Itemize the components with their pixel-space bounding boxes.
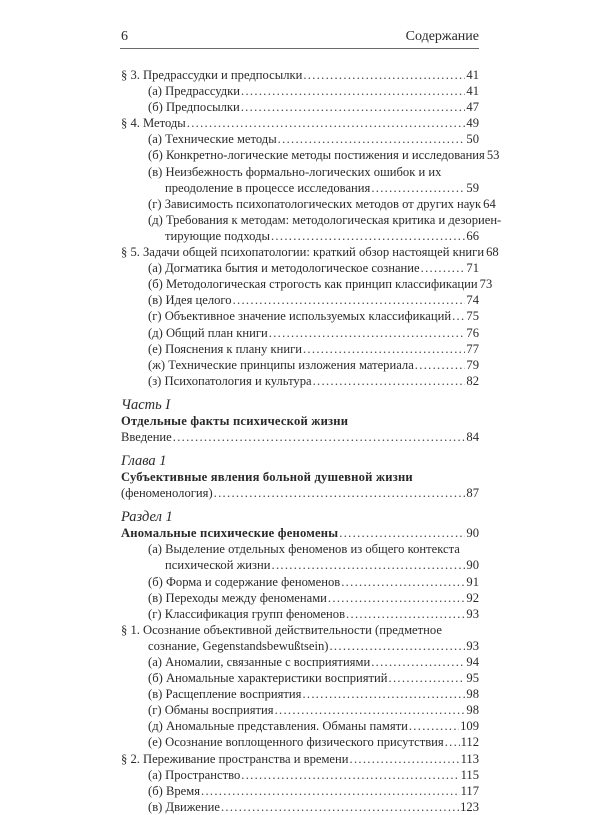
- entry-label: Отдельные факты психической жизни: [121, 413, 349, 428]
- leader-dots: [221, 799, 459, 815]
- toc-entry-paragraph-1-line2[interactable]: [120, 638, 479, 654]
- section-mark: § 5.: [121, 245, 140, 260]
- toc-entry-5d[interactable]: [120, 325, 479, 341]
- leader-dots: [389, 670, 466, 686]
- leader-dots: [350, 751, 460, 767]
- leader-dots: [233, 292, 466, 308]
- section-mark: § 1.: [121, 622, 140, 637]
- entry-page: 75: [466, 309, 479, 324]
- toc-entry-p1e[interactable]: [120, 734, 479, 750]
- entry-page: 50: [466, 132, 479, 147]
- toc-entry-p2v[interactable]: [120, 799, 479, 815]
- entry-page: 73: [479, 277, 493, 292]
- entry-page: 76: [466, 325, 479, 340]
- entry-label: преодоление в процессе исследования: [165, 180, 371, 195]
- section-mark: § 4.: [121, 116, 140, 131]
- entry-label: (а) Пространство: [148, 767, 241, 782]
- entry-label: Методы: [143, 116, 186, 131]
- spacer: [120, 501, 479, 509]
- entry-page: 90: [466, 526, 479, 541]
- entry-label: (б) Конкретно-логические методы постижения и исследования: [148, 148, 485, 163]
- toc-entry-section-5[interactable]: [120, 244, 499, 260]
- entry-page: 53: [486, 148, 500, 163]
- entry-label: (в) Движение: [148, 799, 220, 814]
- entry-label: Осознание объективной действительности (предметное: [143, 622, 442, 637]
- toc-entry-1g[interactable]: [120, 606, 479, 622]
- entry-label: (г) Зависимость психопатологических методов от других наук: [148, 196, 482, 211]
- entry-page: 77: [466, 341, 479, 356]
- leader-dots: [272, 557, 466, 573]
- entry-label: (б) Аномальные характеристики восприятий: [148, 671, 388, 686]
- leader-dots: [241, 83, 465, 99]
- entry-page: 71: [466, 261, 479, 276]
- entry-label: Переживание пространства и времени: [143, 751, 349, 766]
- leader-dots: [445, 734, 460, 750]
- section-label: Раздел 1: [121, 509, 173, 526]
- entry-label: Предрассудки и предпосылки: [143, 68, 303, 82]
- toc-entry-phenomenology[interactable]: [120, 485, 479, 501]
- entry-label: (б) Форма и содержание феноменов: [148, 574, 341, 589]
- toc-entry-p2b[interactable]: [120, 783, 479, 799]
- chapter-label: Глава 1: [121, 453, 167, 470]
- entry-page: 113: [460, 751, 479, 766]
- leader-dots: [214, 485, 466, 501]
- toc-entry-introduction[interactable]: [120, 429, 479, 445]
- leader-dots: [341, 574, 465, 590]
- leader-dots: [415, 357, 466, 373]
- entry-page: 82: [466, 373, 479, 388]
- toc-entry-5e[interactable]: [120, 341, 479, 357]
- leader-dots: [371, 180, 465, 196]
- toc-entry-4g[interactable]: [120, 196, 496, 212]
- running-header: [120, 28, 479, 46]
- spacer: [120, 445, 479, 453]
- toc-entry-p1b[interactable]: [120, 670, 479, 686]
- spacer: [120, 389, 479, 397]
- leader-dots: [339, 525, 465, 541]
- leader-dots: [278, 131, 466, 147]
- leader-dots: [303, 341, 465, 357]
- toc-entry-1v[interactable]: [120, 590, 479, 606]
- entry-label: (в) Идея целого: [148, 293, 232, 308]
- entry-page: 98: [466, 703, 479, 718]
- toc-entry-paragraph-1-line1[interactable]: [120, 622, 479, 638]
- leader-dots: [271, 228, 465, 244]
- header-rule: [120, 48, 479, 49]
- toc-entry-5v[interactable]: [120, 292, 479, 308]
- leader-dots: [346, 606, 465, 622]
- leader-dots: [269, 325, 466, 341]
- entry-page: 112: [460, 735, 479, 750]
- toc-entry-4d-line1[interactable]: [120, 212, 502, 228]
- entry-label: (д) Общий план книги: [148, 325, 268, 340]
- entry-label: Введение: [121, 429, 172, 444]
- toc-entry-p1v[interactable]: [120, 686, 479, 702]
- entry-label: Субъективные явления больной душевной жизни: [121, 470, 413, 485]
- toc-entry-1a-line2[interactable]: [120, 557, 479, 573]
- leader-dots: [275, 702, 466, 718]
- entry-page: 87: [466, 486, 479, 501]
- entry-page: 91: [466, 574, 479, 589]
- running-title: Содержание: [405, 29, 479, 44]
- entry-page: 66: [466, 228, 479, 243]
- toc-entry-4v-line2[interactable]: [120, 180, 479, 196]
- entry-page: 95: [466, 671, 479, 686]
- leader-dots: [187, 115, 466, 131]
- toc-entry-1a-line1[interactable]: [120, 541, 479, 557]
- entry-label: Аномальные психические феномены: [121, 526, 339, 541]
- entry-label: (б) Предпосылки: [148, 100, 240, 115]
- entry-label: (а) Аномалии, связанные с восприятиями: [148, 655, 371, 669]
- entry-label: (а) Догматика бытия и методологическое сознание: [148, 261, 420, 276]
- toc-entry-p2a[interactable]: [120, 767, 479, 783]
- leader-dots: [329, 638, 465, 654]
- entry-label: (а) Предрассудки: [148, 84, 241, 99]
- toc-entry-section-title[interactable]: [120, 525, 479, 541]
- entry-label: (в) Неизбежность формально-логических ошибок и их: [148, 164, 442, 179]
- toc-entry-5b[interactable]: [120, 276, 493, 292]
- section-mark: § 3.: [121, 68, 140, 82]
- entry-label: (в) Расщепление восприятия: [148, 687, 302, 702]
- leader-dots: [371, 654, 465, 670]
- entry-label: психической жизни: [165, 558, 271, 573]
- leader-dots: [241, 767, 459, 783]
- entry-page: 93: [466, 638, 479, 653]
- toc-entry-1b[interactable]: [120, 574, 479, 590]
- toc-entry-p1d[interactable]: [120, 718, 479, 734]
- toc-entry-paragraph-2[interactable]: [120, 751, 479, 767]
- toc-entry-4d-line2[interactable]: [120, 228, 479, 244]
- toc-entry-section-4[interactable]: [120, 115, 479, 131]
- leader-dots: [328, 590, 465, 606]
- toc-entry-5g[interactable]: [120, 308, 479, 324]
- entry-page: 84: [466, 429, 479, 444]
- leader-dots: [421, 260, 466, 276]
- entry-page: 59: [466, 180, 479, 195]
- section-mark: § 2.: [121, 751, 140, 766]
- entry-page: 79: [466, 357, 479, 372]
- entry-label: (д) Требования к методам: методологическая критика и дезориен-: [148, 212, 502, 227]
- entry-label: (г) Классификация групп феноменов: [148, 606, 346, 621]
- entry-page: 64: [483, 196, 496, 211]
- leader-dots: [173, 429, 466, 445]
- entry-page: 41: [466, 68, 479, 82]
- entry-page: 90: [466, 558, 479, 573]
- entry-label: тирующие подходы: [165, 228, 270, 243]
- entry-label: (з) Психопатология и культура: [148, 373, 312, 388]
- entry-page: 117: [460, 783, 479, 798]
- entry-label: сознание, Gegenstandsbewußtsein): [148, 638, 329, 653]
- entry-label: (а) Выделение отдельных феноменов из общего контекста: [148, 542, 460, 557]
- leader-dots: [201, 783, 460, 799]
- entry-label: (в) Переходы между феноменами: [148, 590, 327, 605]
- leader-dots: [241, 99, 466, 115]
- toc-entry-section-3[interactable]: [120, 67, 479, 83]
- toc-entry-p1g[interactable]: [120, 702, 479, 718]
- entry-page: 93: [466, 606, 479, 621]
- toc-entry-3b[interactable]: [120, 99, 479, 115]
- entry-label: (г) Объективное значение используемых классификаций: [148, 309, 452, 324]
- leader-dots: [302, 686, 465, 702]
- entry-page: 47: [466, 100, 479, 115]
- entry-page: 115: [460, 767, 479, 782]
- entry-label: (е) Пояснения к плану книги: [148, 341, 302, 356]
- leader-dots: [303, 67, 465, 83]
- entry-label: (б) Время: [148, 783, 200, 798]
- page-number: 6: [121, 29, 128, 44]
- toc-entry-5z[interactable]: [120, 373, 479, 389]
- chapter-title[interactable]: [120, 469, 479, 485]
- entry-page: 92: [466, 590, 479, 605]
- table-of-contents: [120, 67, 502, 815]
- entry-page: 41: [466, 84, 479, 99]
- entry-page: 109: [460, 719, 479, 734]
- entry-label: (д) Аномальные представления. Обманы памяти: [148, 719, 408, 734]
- toc-entry-4a[interactable]: [120, 131, 479, 147]
- entry-label: (г) Обманы восприятия: [148, 703, 274, 718]
- toc-entry-4v-line1[interactable]: [120, 164, 479, 180]
- entry-label: (е) Осознание воплощенного физического присутствия: [148, 735, 444, 750]
- entry-page: 74: [466, 293, 479, 308]
- toc-entry-4b[interactable]: [120, 147, 500, 163]
- entry-page: 94: [466, 655, 479, 669]
- toc-entry-3a[interactable]: [120, 83, 479, 99]
- entry-page: 123: [460, 799, 479, 814]
- entry-label: Задачи общей психопатологии: краткий обзор настоящей книги: [143, 245, 485, 260]
- toc-entry-5zh[interactable]: [120, 357, 479, 373]
- entry-label: (феноменология): [121, 486, 213, 501]
- toc-entry-5a[interactable]: [120, 260, 479, 276]
- leader-dots: [313, 373, 466, 389]
- entry-page: 68: [486, 245, 499, 260]
- entry-label: (ж) Технические принципы изложения материала: [148, 357, 414, 372]
- entry-label: (б) Методологическая строгость как принцип классификации: [148, 277, 478, 292]
- toc-entry-p1a[interactable]: [120, 654, 479, 670]
- leader-dots: [452, 308, 465, 324]
- entry-page: 49: [466, 116, 479, 131]
- leader-dots: [409, 718, 459, 734]
- part-label: Часть I: [121, 396, 171, 413]
- part-title[interactable]: [120, 413, 479, 429]
- entry-label: (а) Технические методы: [148, 132, 277, 147]
- entry-page: 98: [466, 687, 479, 702]
